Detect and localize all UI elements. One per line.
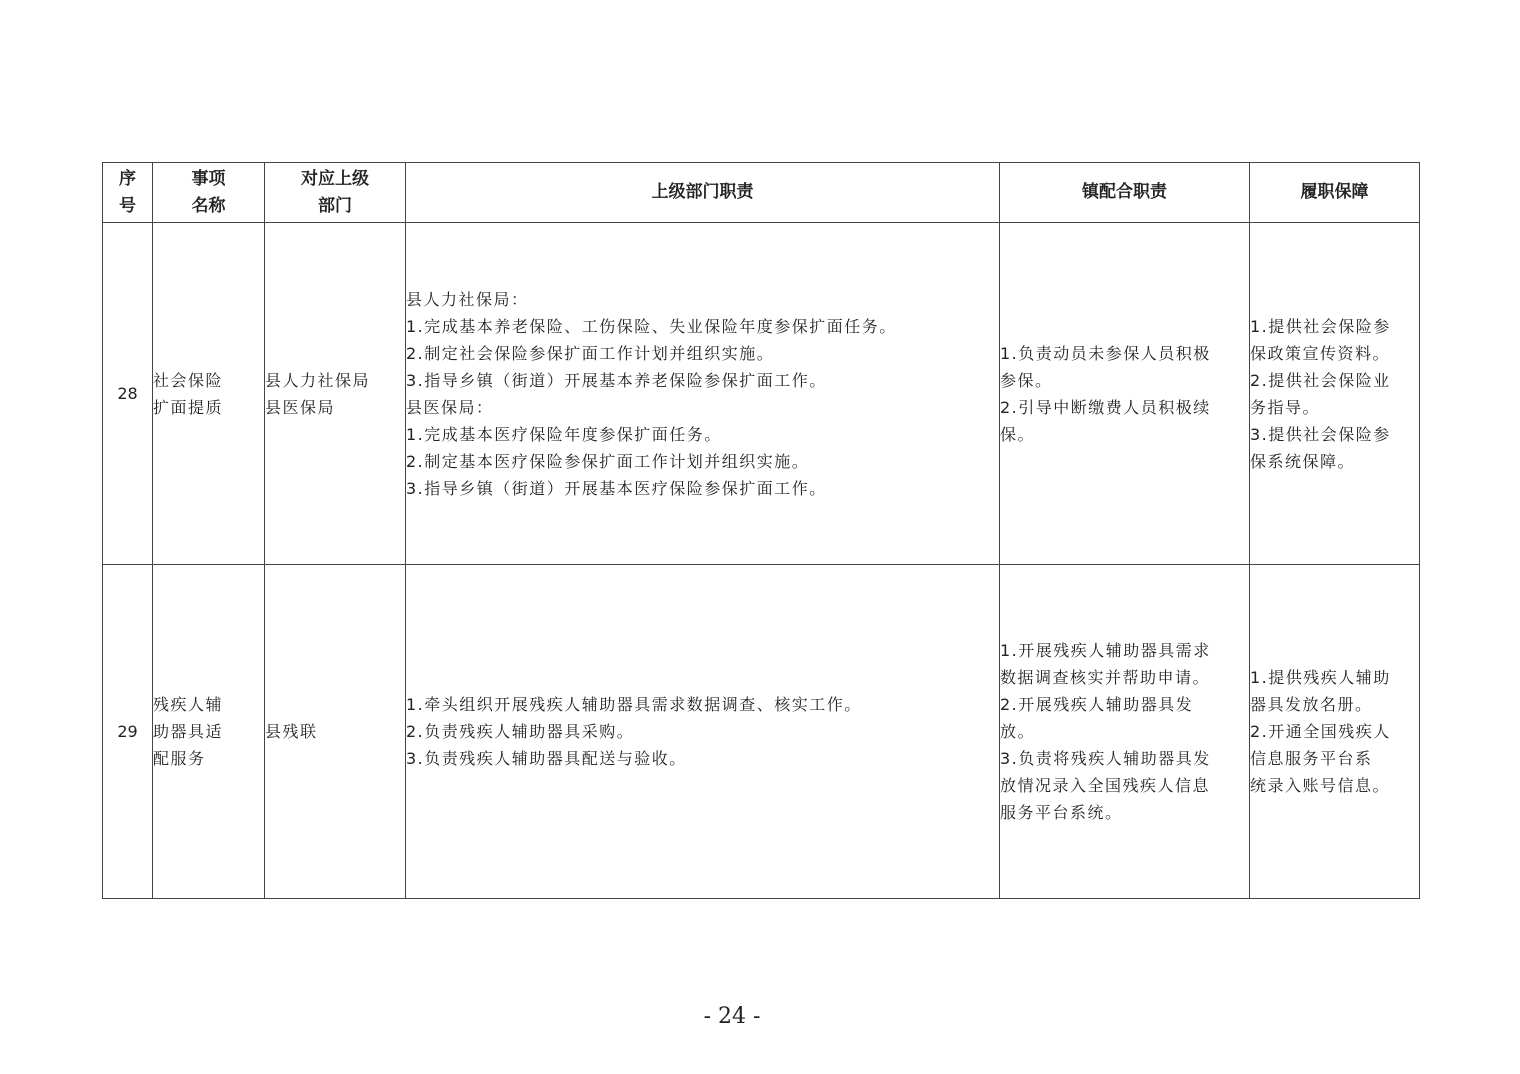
duty-line: 参保。 [1000,370,1053,390]
header-town: 镇配合职责 [1000,163,1250,223]
row-item-name-line: 社会保险 [153,370,224,390]
guarantee-line: 务指导。 [1250,397,1321,417]
guarantee-line: 器具发放名册。 [1250,695,1373,714]
header-seq-line: 号 [119,195,136,216]
header-upper: 上级部门职责 [406,163,1000,223]
page-number: - 24 - [703,1004,761,1029]
header-name [153,163,265,223]
guarantee-line: 3.提供社会保险参 [1250,424,1391,444]
duty-line: 服务平台系统。 [1000,803,1123,822]
header-dept [265,163,406,223]
guarantee-line: 统录入账号信息。 [1250,776,1391,795]
row-item-name-line: 残疾人辅 [153,695,224,714]
guarantee-line: 2.开通全国残疾人 [1250,722,1391,741]
duty-line: 1.牵头组织开展残疾人辅助器具需求数据调查、核实工作。 [406,695,862,714]
guarantee-line: 1.提供残疾人辅助 [1250,668,1391,687]
row-dept-line: 县残联 [265,722,318,741]
duty-line: 3.指导乡镇（街道）开展基本养老保险参保扩面工作。 [406,370,827,390]
row-item-name-line: 配服务 [153,749,206,768]
duty-line: 县人力社保局： [406,289,529,309]
duty-table [102,162,1420,899]
header-dept-line: 部门 [318,195,352,216]
row-seq: 28 [103,223,153,565]
header-name-line: 名称 [191,195,226,216]
duty-line: 2.负责残疾人辅助器具采购。 [406,722,635,741]
row-item-name [153,223,265,565]
duty-line: 1.开展残疾人辅助器具需求 [1000,641,1211,660]
header-seq-line: 序 [119,168,136,189]
row-item-name-line: 扩面提质 [153,397,224,417]
duty-line: 3.指导乡镇（街道）开展基本医疗保险参保扩面工作。 [406,478,827,498]
duty-line: 县医保局： [406,397,494,417]
row-item-name [153,565,265,899]
duty-line: 3.负责将残疾人辅助器具发 [1000,749,1211,768]
row-dept-line: 县医保局 [265,397,336,417]
guarantee-line: 保系统保障。 [1250,451,1356,471]
row-dept [265,223,406,565]
row-town-duties [1000,565,1250,899]
row-guarantee [1250,223,1420,565]
duty-line: 放。 [1000,722,1036,741]
row-town-duties [1000,223,1250,565]
row-seq: 29 [103,565,153,899]
row-dept [265,565,406,899]
duty-line: 数据调查核实并帮助申请。 [1000,668,1211,687]
row-item-name-line: 助器具适 [153,722,224,741]
row-guarantee [1250,565,1420,899]
duty-line: 保。 [1000,424,1036,444]
duty-line: 1.完成基本医疗保险年度参保扩面任务。 [406,424,722,444]
duty-line: 2.制定社会保险参保扩面工作计划并组织实施。 [406,343,775,363]
duty-line: 2.开展残疾人辅助器具发 [1000,695,1194,714]
guarantee-line: 1.提供社会保险参 [1250,316,1391,336]
header-row [103,163,1420,223]
table-row [103,223,1420,565]
guarantee-line: 保政策宣传资料。 [1250,343,1391,363]
duty-line: 3.负责残疾人辅助器具配送与验收。 [406,749,687,768]
guarantee-line: 信息服务平台系 [1250,749,1373,768]
header-seq [103,163,153,223]
guarantee-line: 2.提供社会保险业 [1250,370,1391,390]
header-name-line: 事项 [191,168,226,189]
header-dept-line: 对应上级 [301,168,369,189]
row-upper-duties [406,565,1000,899]
row-upper-duties [406,223,1000,565]
row-dept-line: 县人力社保局 [265,370,371,390]
table-row [103,565,1420,899]
header-guarantee: 履职保障 [1250,163,1420,223]
duty-line: 2.引导中断缴费人员积极续 [1000,397,1211,417]
duty-line: 1.完成基本养老保险、工伤保险、失业保险年度参保扩面任务。 [406,316,897,336]
duty-line: 2.制定基本医疗保险参保扩面工作计划并组织实施。 [406,451,810,471]
duty-line: 放情况录入全国残疾人信息 [1000,776,1211,795]
duty-line: 1.负责动员未参保人员积极 [1000,343,1211,363]
